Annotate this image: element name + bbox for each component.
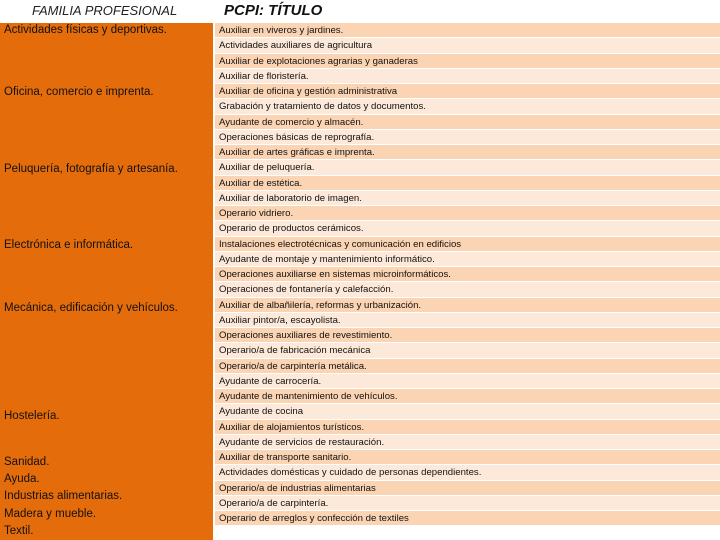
family-item: Industrias alimentarias.: [4, 490, 123, 502]
title-row: Grabación y tratamiento de datos y documentos.: [215, 99, 720, 114]
title-row: Auxiliar de transporte sanitario.: [215, 450, 720, 465]
family-item: Mecánica, edificación y vehículos.: [4, 302, 178, 314]
title-row: Operaciones básicas de reprografía.: [215, 130, 720, 145]
family-item: Textil.: [4, 525, 34, 537]
title-row: Operario/a de carpintería metálica.: [215, 359, 720, 374]
title-list: [215, 23, 720, 526]
family-item: Electrónica e informática.: [4, 239, 134, 251]
title-row: Auxiliar de artes gráficas e imprenta.: [215, 145, 720, 160]
family-item: Peluquería, fotografía y artesanía.: [4, 163, 178, 175]
family-item: Actividades físicas y deportivas.: [4, 24, 167, 36]
title-row: Auxiliar de albañilería, reformas y urbanización.: [215, 298, 720, 313]
title-row: Operario/a de carpintería.: [215, 496, 720, 511]
family-item: Oficina, comercio e imprenta.: [4, 86, 154, 98]
title-row: Operario/a de industrias alimentarias: [215, 481, 720, 496]
family-item: Hostelería.: [4, 410, 60, 422]
title-row: Operario de arreglos y confección de textiles: [215, 511, 720, 526]
title-row: Auxiliar de explotaciones agrarias y ganaderas: [215, 54, 720, 69]
family-header-label: FAMILIA PROFESIONAL: [32, 3, 178, 18]
family-item: Ayuda.: [4, 473, 40, 485]
title-row: Operaciones de fontanería y calefacción.: [215, 282, 720, 297]
title-row: Operario/a de fabricación mecánica: [215, 343, 720, 358]
family-item: Sanidad.: [4, 456, 50, 468]
family-header: [0, 0, 213, 23]
title-row: Ayudante de cocina: [215, 404, 720, 419]
title-row: Auxiliar de alojamientos turísticos.: [215, 420, 720, 435]
title-row: Ayudante de montaje y mantenimiento informático.: [215, 252, 720, 267]
title-row: Operario vidriero.: [215, 206, 720, 221]
title-header: [215, 0, 720, 23]
title-row: Auxiliar de peluquería.: [215, 160, 720, 175]
title-row: Ayudante de comercio y almacén.: [215, 115, 720, 130]
title-row: Auxiliar de oficina y gestión administrativa: [215, 84, 720, 99]
title-row: Actividades auxiliares de agricultura: [215, 38, 720, 53]
title-row: Instalaciones electrotécnicas y comunicación en edificios: [215, 237, 720, 252]
title-row: Actividades domésticas y cuidado de personas dependientes.: [215, 465, 720, 480]
title-row: Ayudante de carrocería.: [215, 374, 720, 389]
title-row: Auxiliar pintor/a, escayolista.: [215, 313, 720, 328]
title-row: Ayudante de mantenimiento de vehículos.: [215, 389, 720, 404]
title-row: Auxiliar de estética.: [215, 176, 720, 191]
title-row: Auxiliar de laboratorio de imagen.: [215, 191, 720, 206]
title-row: Auxiliar de floristería.: [215, 69, 720, 84]
title-row: Operaciones auxiliares de revestimiento.: [215, 328, 720, 343]
title-row: Auxiliar en viveros y jardines.: [215, 23, 720, 38]
title-row: Operario de productos cerámicos.: [215, 221, 720, 236]
title-row: Ayudante de servicios de restauración.: [215, 435, 720, 450]
title-header-label: PCPI: TÍTULO: [224, 2, 323, 19]
family-item: Madera y mueble.: [4, 508, 97, 520]
title-row: Operaciones auxiliarse en sistemas microinformáticos.: [215, 267, 720, 282]
